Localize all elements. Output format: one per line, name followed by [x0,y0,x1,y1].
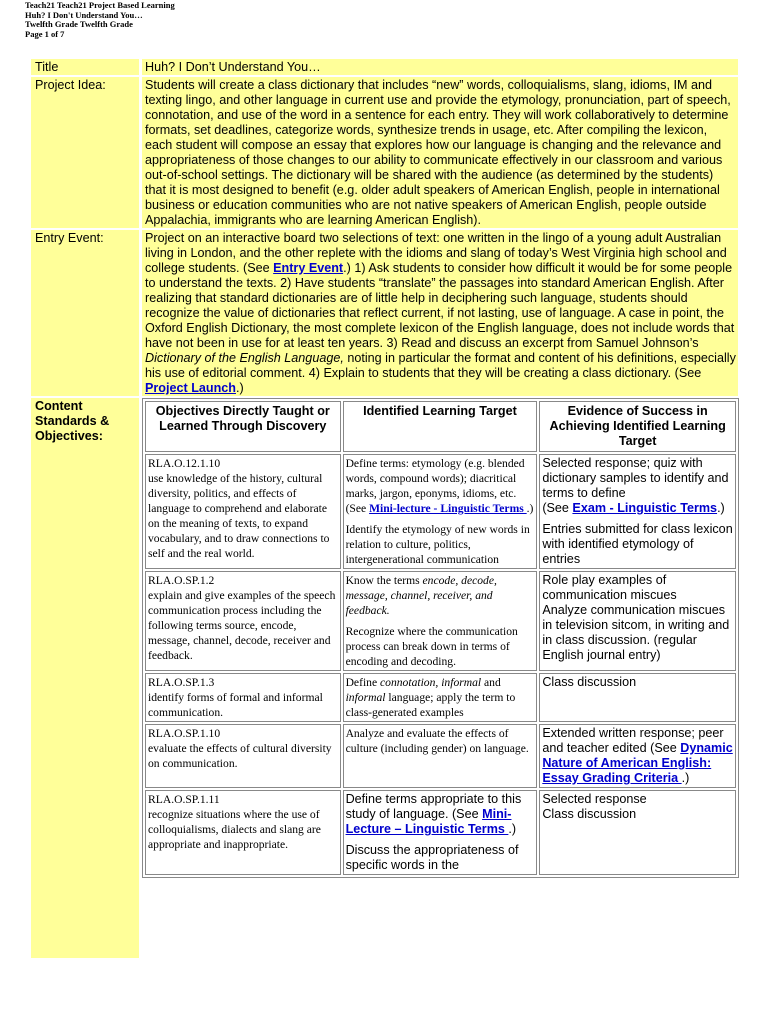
evidence-text: Selected response [542,792,647,806]
objective-text: evaluate the effects of cultural diversity on communication. [148,742,332,770]
target-text [346,573,535,618]
target-text [346,456,535,516]
entry-event-link[interactable]: Entry Event [273,261,344,275]
objectives-table [142,398,739,878]
standard-code: RLA.O.SP.1.10 [148,727,221,740]
table-row [145,673,736,722]
target-text [346,792,535,837]
target-cell [343,673,538,722]
target-italic-2: informal [345,691,386,704]
target-text-b: .) [508,822,517,836]
evidence-text-c: .) [717,501,725,515]
objective-text: identify forms of formal and informal communication. [148,691,323,719]
header-line-2: Huh? I Don't Understand You… [25,9,143,20]
table-row [145,724,736,788]
target-text-b: .) [526,502,534,515]
objective-cell [145,571,341,671]
evidence-text: Class discussion [542,675,637,689]
evidence-text-2: Entries submitted for class lexicon with identified etymology of entries [542,522,733,566]
evidence-text [542,456,733,516]
entry-event-text [142,230,738,396]
objective-text: recognize situations where the use of colloquialisms, dialects and slang are appropriate and inappropriate. [148,808,321,851]
target-text-2: Recognize where the communication process can break down in terms of encoding and decoding. [345,625,518,668]
standard-code: RLA.O.SP.1.2 [148,574,215,587]
standard-code: RLA.O.SP.1.11 [148,793,220,806]
target-cell [343,790,538,875]
essay-grading-criteria-link[interactable]: Dynamic Nature of American English: Essay Grading Criteria [542,741,733,785]
table-row [145,454,736,569]
header-objectives: Objectives Directly Taught or Learned Through Discovery [145,401,341,452]
evidence-cell [539,790,736,875]
entry-event-text-3: noting in particular the format and content of his definitions, especially his use of editorial comment. 4) Explain to students that they will be creating a class dictionary. (See [145,351,736,380]
objective-cell [145,790,341,875]
objective-cell [145,673,341,722]
title-value: Huh? I Don’t Understand You… [142,59,738,75]
table-row [145,790,736,875]
target-cell [343,724,538,788]
objective-text: explain and give examples of the speech communication process including the following terms source, encode, message, channel, decode, receiver and feedback. [148,589,336,662]
entry-event-row [31,230,738,396]
header-learning-target: Identified Learning Target [343,401,538,452]
entry-event-label: Entry Event: [31,230,139,396]
evidence-cell [539,724,736,788]
target-text-2: Discuss the appropriateness of specific words in the [345,843,519,872]
entry-event-text-2: .) 1) Ask students to consider how difficult it would be for some people to understand the texts. 2) Have students “translate” the passages into standard American English. After realizing that standard dictionaries are of little help in deciphering such language, students should recognize the value of dictionaries that reflect current, if not lasting, use of language. A case in point, the Oxford English Dictionary, the most complete lexicon of the English language, does not include words that have not been in use for at least ten years. 3) Read and discuss an excerpt from Samuel Johnson’s [145,261,735,350]
target-text-a: Define terms appropriate to this study of language. (See [345,792,522,821]
entry-event-text-1: Project on an interactive board two selections of text: one written in the lingo of a young adult Australian living in London, and the other replete with the idioms and slang of today’s West Virginia high school and college students. (See [145,231,727,275]
standard-code: RLA.O.SP.1.3 [148,676,215,689]
target-cell [343,454,538,569]
project-idea-row [31,77,738,228]
header-evidence: Evidence of Success in Achieving Identified Learning Target [539,401,736,452]
project-idea-label: Project Idea: [31,77,139,228]
evidence-text: Role play examples of communication miscues [542,573,677,602]
header-line-4: Page 1 of 7 [25,28,65,39]
target-cell [343,571,538,671]
objective-cell [145,454,341,569]
project-idea-text: Students will create a class dictionary that includes “new” words, colloquialisms, slang, idioms, IM and texting lingo, and other language in current use and provide the etymology, pronunciation, part of speech, connotation, and use of the word in a sentence for each entry. They will work collaboratively to determine formats, set deadlines, categorize words, synthesize trends in usage, etc. After compiling the lexicon, each student will compose an essay that explores how our language is changing and the relevance and appropriateness of those changes to our ability to communicate effectively in our classroom and various out-of-school settings. The dictionary will be shared with the audience (as determined by the students) that it is most designed to benefit (e.g. older adult speakers of American English, people in international business or education communities who are not native speakers of American English, people outside Appalachia, immigrants who are learning American English). [142,77,738,228]
evidence-text-a: Selected response; quiz with dictionary samples to identify and terms to define [542,456,729,500]
project-launch-link[interactable]: Project Launch [145,381,236,395]
evidence-cell [539,571,736,671]
content-standards-label: Content Standards & Objectives: [31,398,139,958]
mini-lecture-link[interactable]: Mini-Lecture – Linguistic Terms [345,807,512,836]
target-text-2: Identify the etymology of new words in relation to culture, politics, intergenerational communication [345,523,530,566]
mini-lecture-link[interactable]: Mini-lecture - Linguistic Terms [369,502,527,515]
evidence-text-b: .) [681,771,690,785]
objectives-header-row [145,401,736,452]
header-line-1: Teach21 Teach21 Project Based Learning [25,0,175,10]
target-text-b: and [481,676,501,689]
evidence-text-b: (See [542,501,573,515]
target-text-a: Know the terms [345,574,423,587]
evidence-cell [539,454,736,569]
target-text-a: Define [345,676,381,689]
target-terms-italic: encode, decode, message, channel, receiver, and feedback. [345,574,497,617]
evidence-cell [539,673,736,722]
standard-code: RLA.O.12.1.10 [148,457,221,470]
header-line-3: Twelfth Grade Twelfth Grade [25,19,133,29]
target-text-c: language; apply the term to class-generated examples [345,691,516,719]
content-standards-row [31,398,738,958]
page-header [25,1,175,39]
evidence-text-a: Extended written response; peer and teacher edited (See [542,726,724,755]
objective-cell [145,724,341,788]
objective-text: use knowledge of the history, cultural diversity, politics, and effects of language to comprehend and elaborate on the meaning of texts, to expand vocabulary, and to draw connections to self and the real world. [148,472,330,560]
title-row [31,59,738,75]
target-italic-1: connotation, informal [380,676,482,689]
title-label: Title [31,59,139,75]
evidence-text-2: Class discussion [542,807,637,821]
target-text: Analyze and evaluate the effects of culture (including gender) on language. [345,727,529,755]
project-table [31,59,738,958]
target-text-a: Define terms: etymology (e.g. blended words, compound words); diacritical marks, jargon, eponyms, idioms, etc. (See [345,457,525,515]
entry-event-text-4: .) [235,381,244,395]
objectives-table-wrap [142,398,739,958]
exam-linguistic-terms-link[interactable]: Exam - Linguistic Terms [572,501,718,515]
table-row [145,571,736,671]
evidence-text-2: Analyze communication miscues in television sitcom, in writing and in class discussion. (regular English journal entry) [542,603,730,662]
johnson-dictionary-title: Dictionary of the English Language, [145,351,344,365]
